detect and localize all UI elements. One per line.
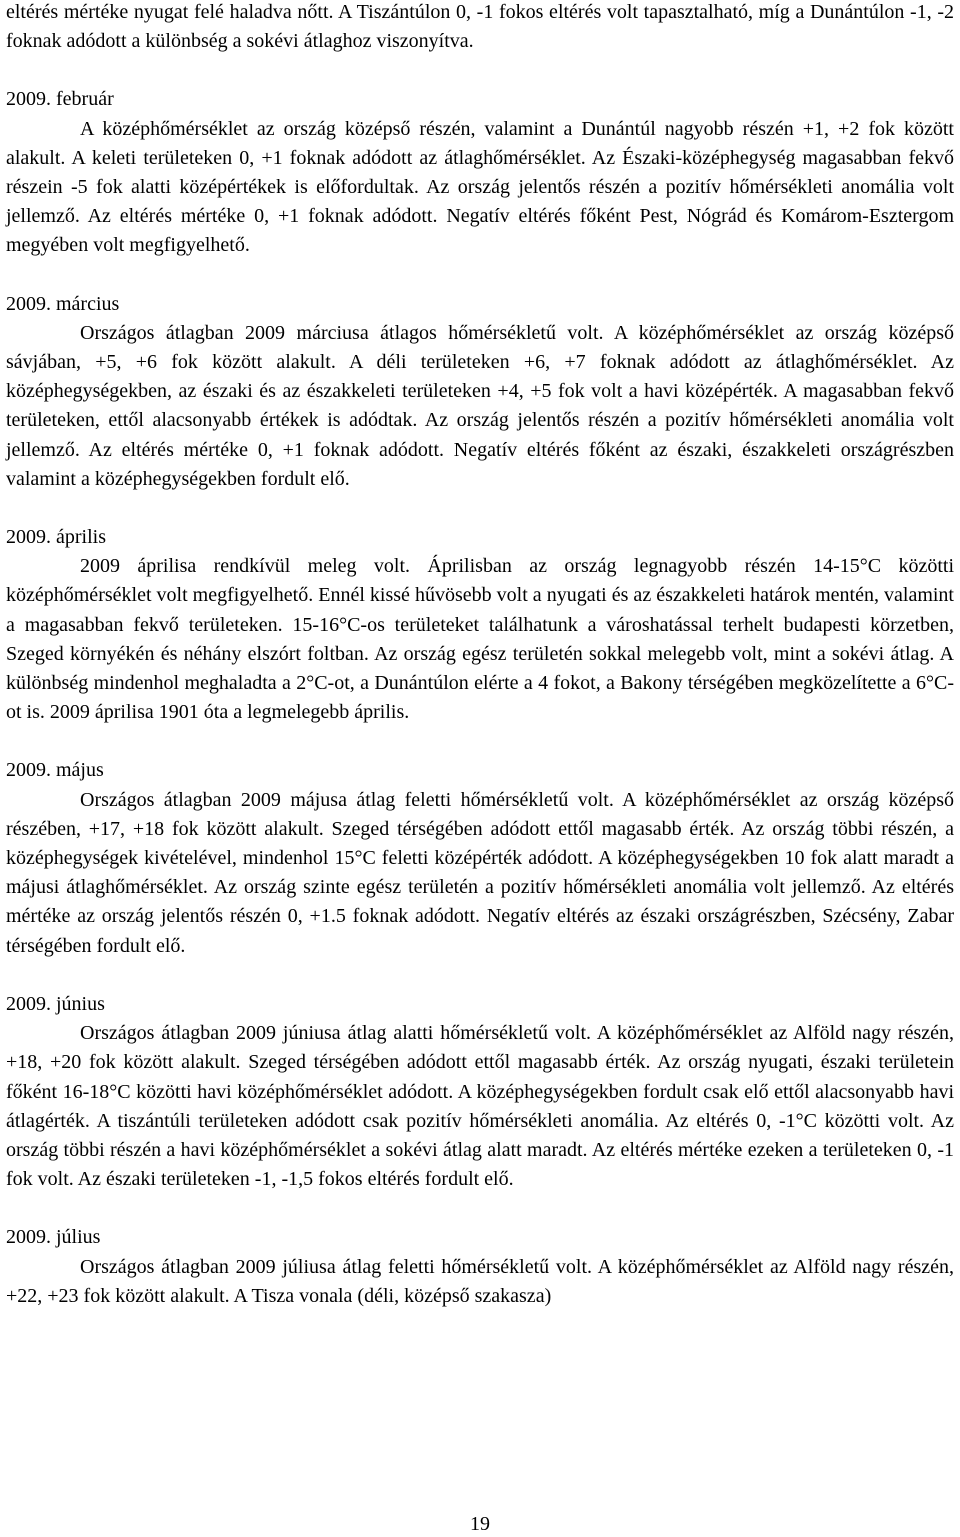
intro-paragraph: eltérés mértéke nyugat felé haladva nőtt. A Tiszántúlon 0, -1 fokos eltérés volt tapasztalható, míg a Dunántúlon -1, -2 foknak adódott a különbség a sokévi átlaghoz viszonyítva.: [6, 1, 954, 53]
section-heading: 2009. május: [6, 759, 104, 782]
section-heading: 2009. június: [6, 992, 105, 1015]
section-february: [6, 85, 954, 260]
section-body: A középhőmérséklet az ország középső részén, valamint a Dunántúl nagyobb részén +1, +2 fok között alakult. A keleti területeken 0, +1 foknak adódott az átlaghőmérséklet. Az Északi-középhegység magasabban fekvő részein -5 fok alatti középértékek is előfordultak. Az ország jelentős részén a pozitív hőmérsékleti anomália volt jellemző. Az eltérés mértéke 0, +1 foknak adódott. Negatív eltérés főként Pest, Nógrád és Komárom-Esztergom megyében volt megfigyelhető.: [6, 117, 954, 257]
section-march: [6, 290, 954, 494]
section-may: [6, 756, 954, 960]
section-body: Országos átlagban 2009 májusa átlag feletti hőmérsékletű volt. A középhőmérséklet az ország középső részében, +17, +18 fok között alakult. Szeged térségében adódott ettől magasabb érték. Az ország többi részén, a középhegységek kivételével, mindenhol 15°C feletti középérték adódott. A középhegységekben 10 fok alatt maradt a májusi átlaghőmérséklet. Az ország szinte egész területén a pozitív hőmérsékleti anomália volt jellemző. Az eltérés mértéke az ország jelentős részén 0, +1.5 foknak adódott. Negatív eltérés az északi országrészben, Szécsény, Zabar térségében fordult elő.: [6, 788, 954, 957]
section-body: Országos átlagban 2009 júliusa átlag feletti hőmérsékletű volt. A középhőmérséklet az Alföld nagy részén, +22, +23 fok között alakult. A Tisza vonala (déli, középső szakasza): [6, 1255, 954, 1307]
section-body: Országos átlagban 2009 júniusa átlag alatti hőmérsékletű volt. A középhőmérséklet az Alföld nagy részén, +18, +20 fok között alakult. Szeged térségében adódott ettől magasabb érték. Az ország nyugati, északi területein főként 16-18°C közötti havi középhőmérséklet adódott. A középhegységekben fordult csak elő ettől alacsonyabb havi átlagérték. A tiszántúli területeken adódott csak pozitív hőmérsékleti anomália. Az eltérés 0, -1°C közötti volt. Az ország többi részén a havi középhőmérséklet a sokévi átlag alatt maradt. Az eltérés mértéke ezeken a területeken 0, -1 fok volt. Az északi területeken -1, -1,5 fokos eltérés fordult elő.: [6, 1022, 954, 1191]
section-body: Országos átlagban 2009 márciusa átlagos hőmérsékletű volt. A középhőmérséklet az ország középső sávjában, +5, +6 fok között alakult. A déli területeken +6, +7 foknak adódott az átlaghőmérséklet. Az középhegységekben, az északi és az északkeleti területeken +4, +5 fok volt a havi középérték. A magasabban fekvő területeken, ettől alacsonyabb értékek is adódtak. Az ország jelentős részén a pozitív hőmérsékleti anomália volt jellemző. Az eltérés mértéke 0, +1 foknak adódott. Negatív eltérés főként az északi, északkeleti országrészben valamint a középhegységekben fordult elő.: [6, 321, 954, 490]
section-heading: 2009. február: [6, 88, 114, 111]
section-heading: 2009. április: [6, 526, 106, 549]
section-april: [6, 523, 954, 727]
section-heading: 2009. március: [6, 292, 120, 315]
section-june: [6, 990, 954, 1194]
section-body: 2009 áprilisa rendkívül meleg volt. Áprilisban az ország legnagyobb részén 14-15°C közötti középhőmérséklet volt megfigyelhető. Ennél kissé hűvösebb volt a nyugati és az északkeleti határok mentén, valamint a magasabban fekvő területeken. 15-16°C-os területeket találhatunk a városhatással terhelt budapesti körzetben, Szeged környékén és néhány elszórt foltban. Az ország egész területén sokkal melegebb volt, mint a sokévi átlag. A különbség mindenhol meghaladta a 2°C-ot, a Dunántúlon elérte a 4 fokot, a Bakony térségében megközelítette a 6°C-ot is. 2009 áprilisa 1901 óta a legmelegebb április.: [6, 555, 954, 724]
document-page: [6, 0, 954, 1311]
section-heading: 2009. július: [6, 1226, 101, 1249]
section-july: [6, 1223, 954, 1311]
page-number: 19: [470, 1513, 490, 1535]
